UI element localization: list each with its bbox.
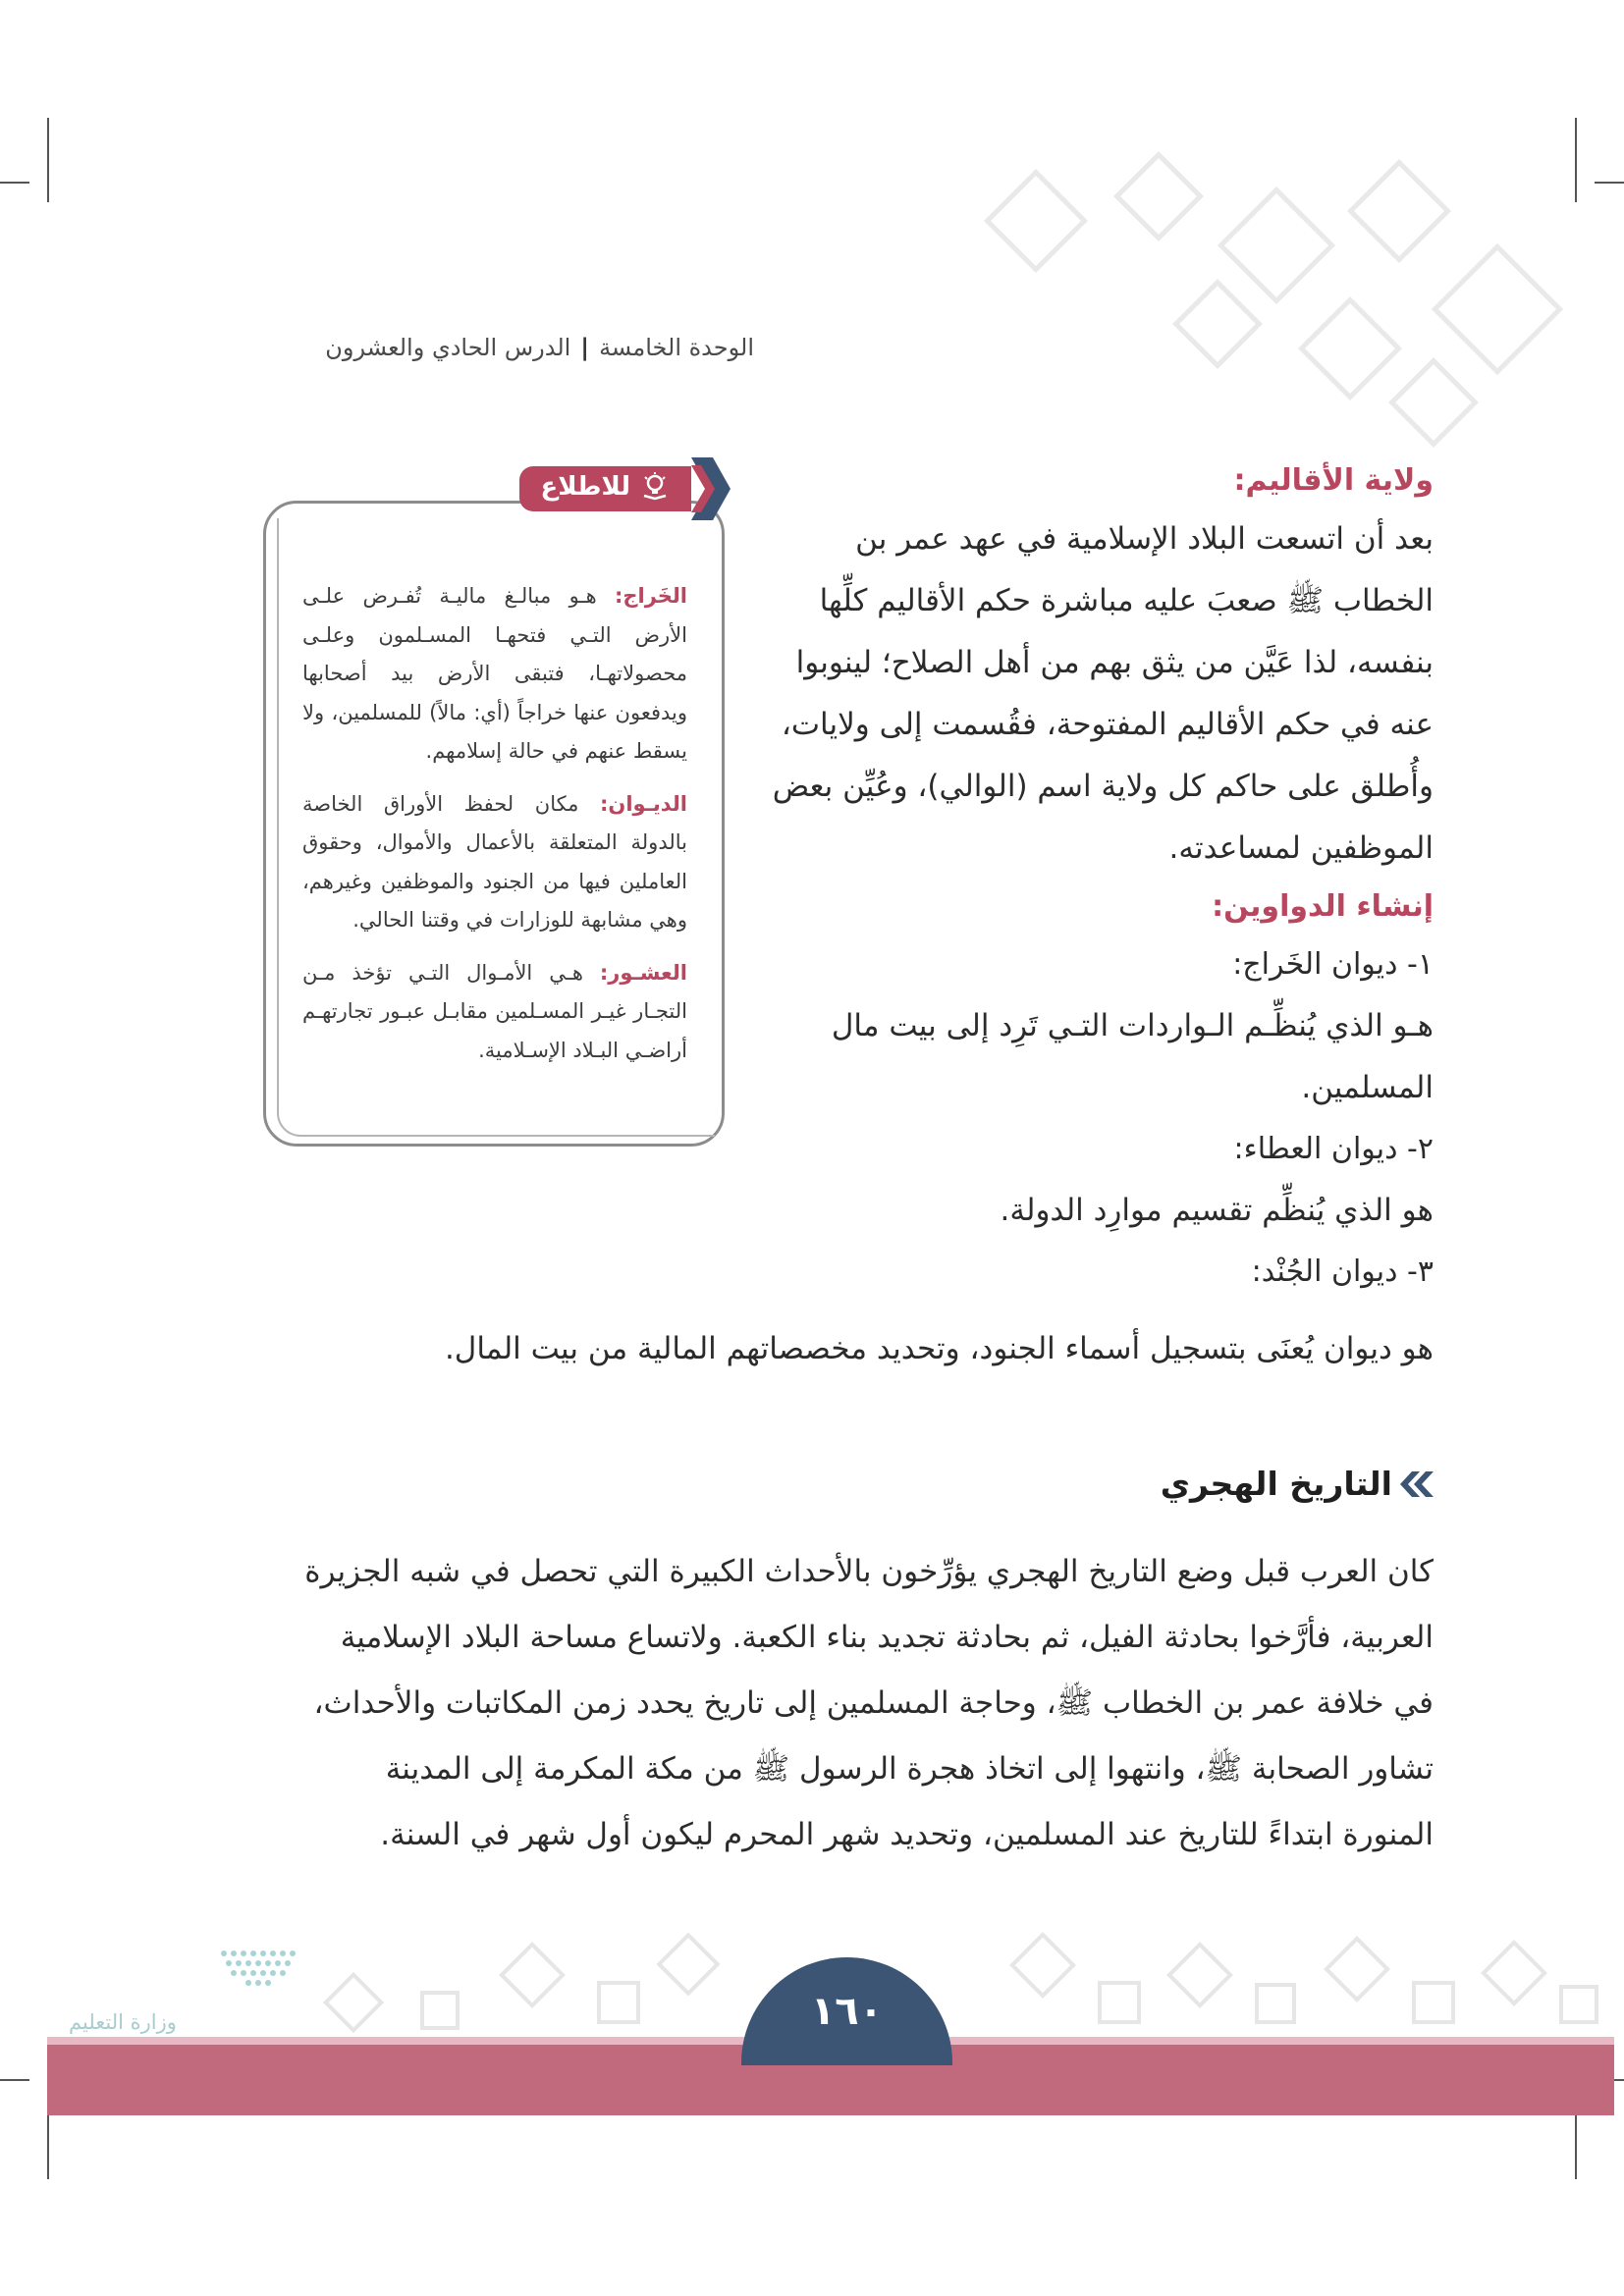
ministry-logo-text: وزارة التعليم bbox=[69, 2010, 177, 2034]
diwan-kharaj-line: هـو الذي يُنظِّـم الـواردات التـي تَرِد إلى بيت مال bbox=[831, 1008, 1434, 1043]
crop-mark bbox=[0, 2079, 29, 2081]
diwan-ataa-text: هو الذي يُنظِّم تقسيم موارِد الدولة. bbox=[1000, 1193, 1434, 1228]
lightbulb-book-icon bbox=[640, 472, 670, 502]
provinces-line: بنفسه، لذا عَيَّن من يثق بهم من أهل الصلاح؛ لينوبوا bbox=[795, 645, 1434, 680]
glossary-entry bbox=[302, 954, 687, 1071]
provinces-line: عنه في حكم الأقاليم المفتوحة، فقُسمت إلى ولايات، bbox=[781, 707, 1434, 742]
crop-mark bbox=[0, 182, 29, 184]
hijri-line: تشاور الصحابة ﷺ، وانتهوا إلى اتخاذ هجرة الرسول ﷺ من مكة المكرمة إلى المدينة bbox=[385, 1751, 1434, 1787]
sidebar-content bbox=[302, 577, 687, 1084]
hijri-body bbox=[263, 1539, 1434, 1868]
provinces-line: وأُطلق على حاكم كل ولاية اسم (الوالي)، وعُيِّن بعض bbox=[772, 769, 1434, 804]
decorative-pattern-top bbox=[943, 147, 1571, 461]
provinces-line: الموظفين لمساعدته. bbox=[1168, 830, 1434, 866]
glossary-definition: هـو مبالـغ ماليـة تُفـرض علـى الأرض التـي فتحهـا المسـلمون وعلـى محصولاتهـا، فتبقى الأرض بيد أصحابها ويدفعون عنها خراجاً (أي: مالاً) للمسلمين، ولا يسقط عنهم في حالة إسلامهم. bbox=[302, 584, 687, 763]
diwan-ataa-title: ٢- ديوان العطاء: bbox=[1233, 1132, 1434, 1166]
crop-mark bbox=[47, 118, 49, 202]
hijri-line: في خلافة عمر بن الخطاب ﷺ، وحاجة المسلمين إلى تاريخ يحدد زمن المكاتبات والأحداث، bbox=[313, 1685, 1434, 1721]
glossary-definition: هـي الأمـوال التـي تؤخذ مـن التجـار غيـر المسـلمين مقابـل عبـور تجارتهـم أراضـي البـلاد الإسـلامية. bbox=[302, 960, 687, 1062]
glossary-term: العشـور: bbox=[599, 960, 687, 985]
provinces-line: بعد أن اتسعت البلاد الإسلامية في عهد عمر بن bbox=[855, 521, 1434, 557]
badge-chevron-icon bbox=[691, 457, 731, 520]
header-lesson: الدرس الحادي والعشرون bbox=[325, 334, 571, 361]
page-number: ١٦٠ bbox=[741, 1957, 952, 2065]
diwan-jund-title: ٣- ديوان الجُنْد: bbox=[1251, 1255, 1434, 1289]
section-title-provinces: ولاية الأقاليم: bbox=[1233, 463, 1434, 498]
main-column bbox=[766, 454, 1434, 1303]
ministry-logo-icon bbox=[67, 1942, 302, 2059]
header-separator: | bbox=[580, 334, 590, 361]
decorative-pattern-bottom bbox=[314, 1924, 1610, 2042]
crop-mark bbox=[1595, 182, 1624, 184]
running-header bbox=[263, 334, 754, 361]
badge-label: للاطلاع bbox=[540, 472, 630, 502]
hijri-title-text: التاريخ الهجري bbox=[1160, 1465, 1392, 1503]
double-chevron-icon bbox=[1400, 1468, 1434, 1501]
info-sidebar bbox=[263, 472, 725, 1147]
crop-mark bbox=[1575, 118, 1577, 202]
glossary-definition: مكان لحفظ الأوراق الخاصة بالدولة المتعلقة بالأعمال والأموال، وحقوق العاملين فيها من الجنود والموظفين وغيرهم، وهي مشابهة للوزارات في وقتنا الحالي. bbox=[302, 791, 687, 932]
header-unit: الوحدة الخامسة bbox=[599, 334, 754, 361]
hijri-line: العربية، فأرَّخوا بحادثة الفيل، ثم بحادثة تجديد بناء الكعبة. ولاتساع مساحة البلاد الإسلامية bbox=[340, 1620, 1434, 1655]
glossary-term: الخَراج: bbox=[614, 584, 687, 608]
hijri-line: المنورة ابتداءً للتاريخ عند المسلمين، وتحديد شهر المحرم ليكون أول شهر في السنة. bbox=[380, 1817, 1434, 1852]
section-title-diwans: إنشاء الدواوين: bbox=[1212, 889, 1434, 924]
hijri-line: كان العرب قبل وضع التاريخ الهجري يؤرِّخون بالأحداث الكبيرة التي تحصل في شبه الجزيرة bbox=[304, 1554, 1434, 1589]
section-title-hijri bbox=[1021, 1465, 1434, 1503]
glossary-entry bbox=[302, 577, 687, 772]
glossary-entry bbox=[302, 785, 687, 940]
diwan-kharaj-line: المسلمين. bbox=[1301, 1070, 1434, 1105]
glossary-term: الديـوان: bbox=[600, 791, 687, 816]
sidebar-badge bbox=[519, 457, 731, 520]
diwan-jund-text: هو ديوان يُعنَى بتسجيل أسماء الجنود، وتحديد مخصصاتهم المالية من بيت المال. bbox=[444, 1331, 1434, 1366]
diwan-kharaj-title: ١- ديوان الخَراج: bbox=[1232, 947, 1434, 982]
provinces-line: الخطاب ﷺ صعبَ عليه مباشرة حكم الأقاليم كلِّها bbox=[819, 583, 1434, 618]
badge-pill bbox=[519, 466, 692, 511]
